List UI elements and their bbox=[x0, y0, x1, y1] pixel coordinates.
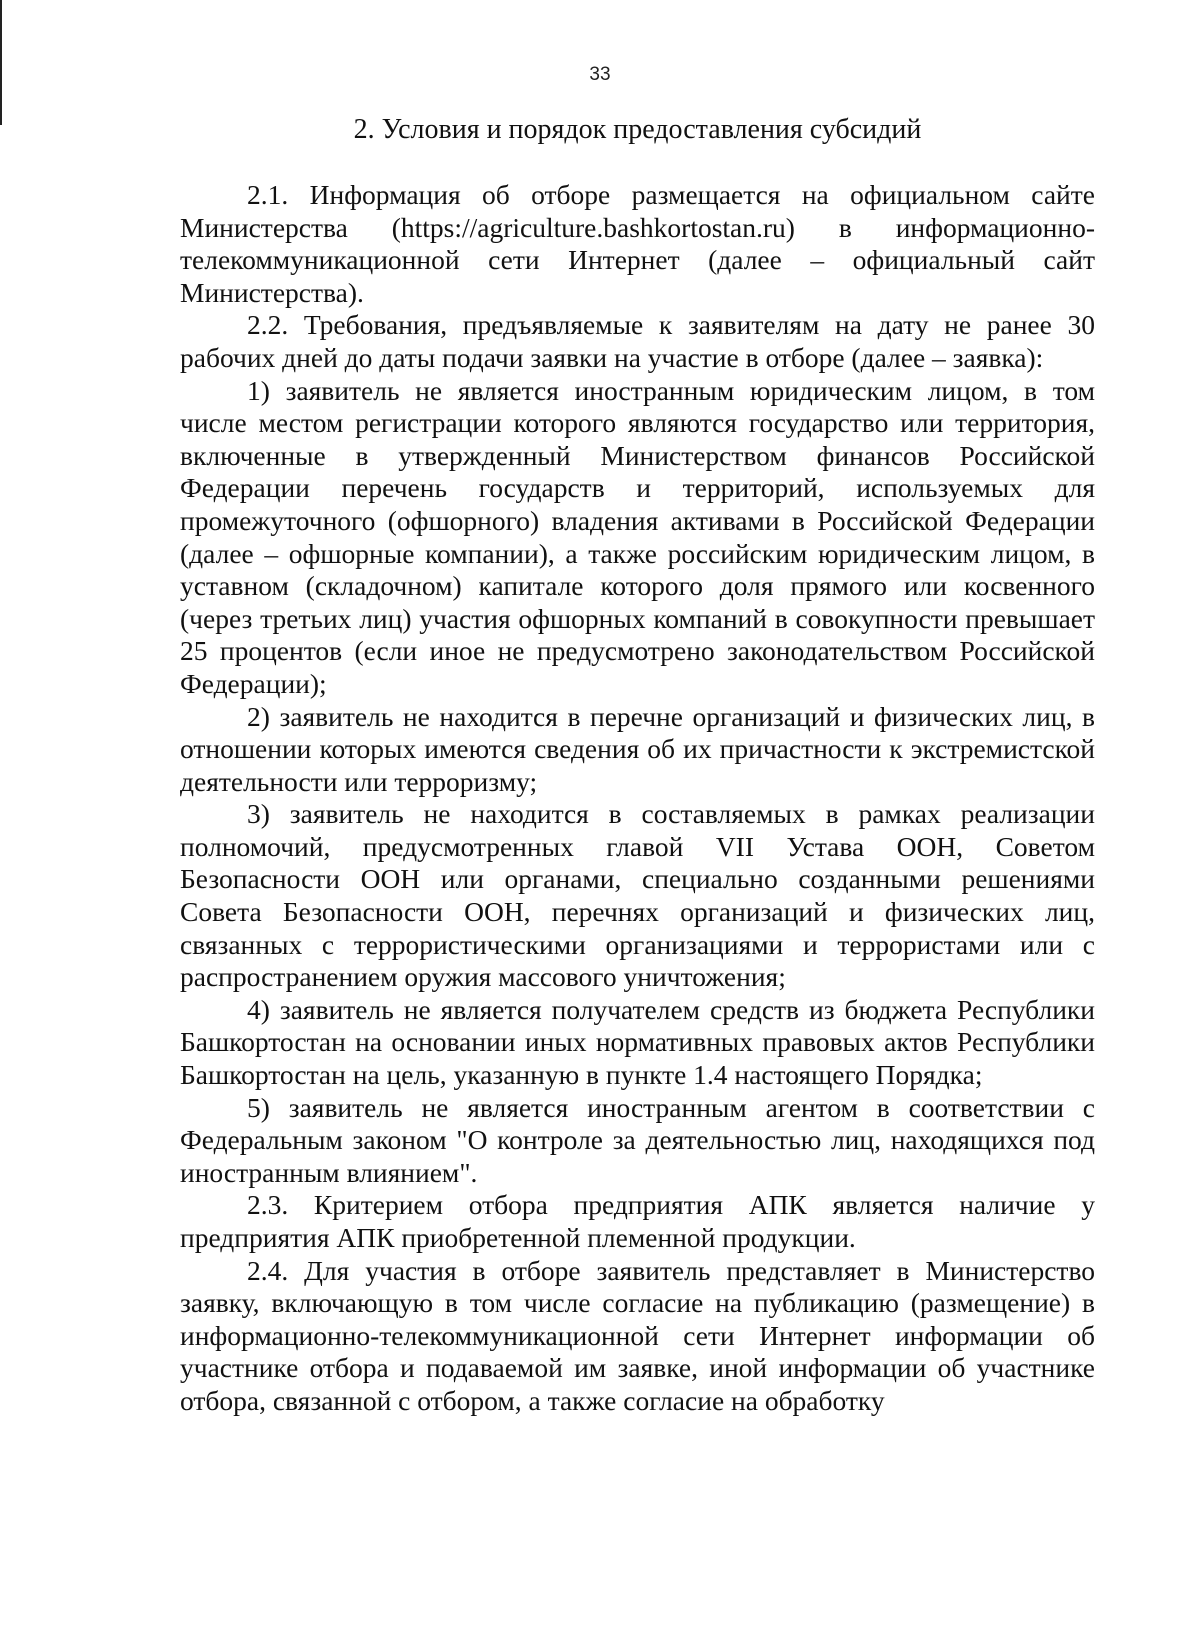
paragraph-2-2: 2.2. Требования, предъявляемые к заявителям на дату не ранее 30 рабочих дней до даты подачи заявки на участие в отборе (далее – заявка): bbox=[180, 309, 1095, 373]
paragraph-2-4: 2.4. Для участия в отборе заявитель представляет в Министерство заявку, включающую в том числе согласие на публикацию (размещение) в информационно-телекоммуникационной сети Интернет информации об участнике отбора и подаваемой им заявке, иной информации об участнике отбора, связанной с отбором, а также согласие на обработку bbox=[180, 1254, 1095, 1416]
paragraph-requirement-2: 2) заявитель не находится в перечне организаций и физических лиц, в отношении которых имеются сведения об их причастности к экстремистской деятельности или терроризму; bbox=[180, 700, 1095, 797]
paragraph-requirement-4: 4) заявитель не является получателем средств из бюджета Республики Башкортостан на основании иных нормативных правовых актов Республики Башкортостан на цель, указанную в пункте 1.4 настоящего Порядка; bbox=[180, 993, 1095, 1091]
paragraph-requirement-3: 3) заявитель не находится в составляемых в рамках реализации полномочий, предусмотренных главой VII Устава ООН, Советом Безопасности ООН или органами, специально созданными решениями Совета Безопасности ООН, перечнях организаций и физических лиц, связанных с террористическими организациями и террористами или с распространением оружия массового уничтожения; bbox=[180, 798, 1095, 993]
document-body bbox=[180, 179, 1095, 1418]
paragraph-requirement-1: 1) заявитель не является иностранным юридическим лицом, в том числе местом регистрации которого являются государство или территория, включенные в утвержденный Министерством финансов Российской Федерации перечень государств и территорий, используемых для промежуточного (офшорного) владения активами в Российской Федерации (далее – офшорные компании), а также российским юридическим лицом, в уставном (складочном) капитале которого доля прямого или косвенного (через третьих лиц) участия офшорных компаний в совокупности превышает 25 процентов (если иное не предусмотрено законодательством Российской Федерации); bbox=[180, 374, 1095, 699]
paragraph-requirement-5: 5) заявитель не является иностранным агентом в соответствии с Федеральным законом "О контроле за деятельностью лиц, находящихся под иностранным влиянием". bbox=[180, 1091, 1095, 1188]
paragraph-2-1: 2.1. Информация об отборе размещается на официальном сайте Министерства (https://agriculture.bashkortostan.ru) в информационно-телекоммуникационной сети Интернет (далее – официальный сайт Министерства). bbox=[180, 179, 1095, 308]
section-title: 2. Условия и порядок предоставления субсидий bbox=[353, 114, 922, 145]
paragraph-2-3: 2.3. Критерием отбора предприятия АПК является наличие у предприятия АПК приобретенной племенной продукции. bbox=[180, 1189, 1095, 1253]
page-number: 33 bbox=[589, 64, 611, 85]
scan-edge-mark bbox=[0, 0, 2, 125]
